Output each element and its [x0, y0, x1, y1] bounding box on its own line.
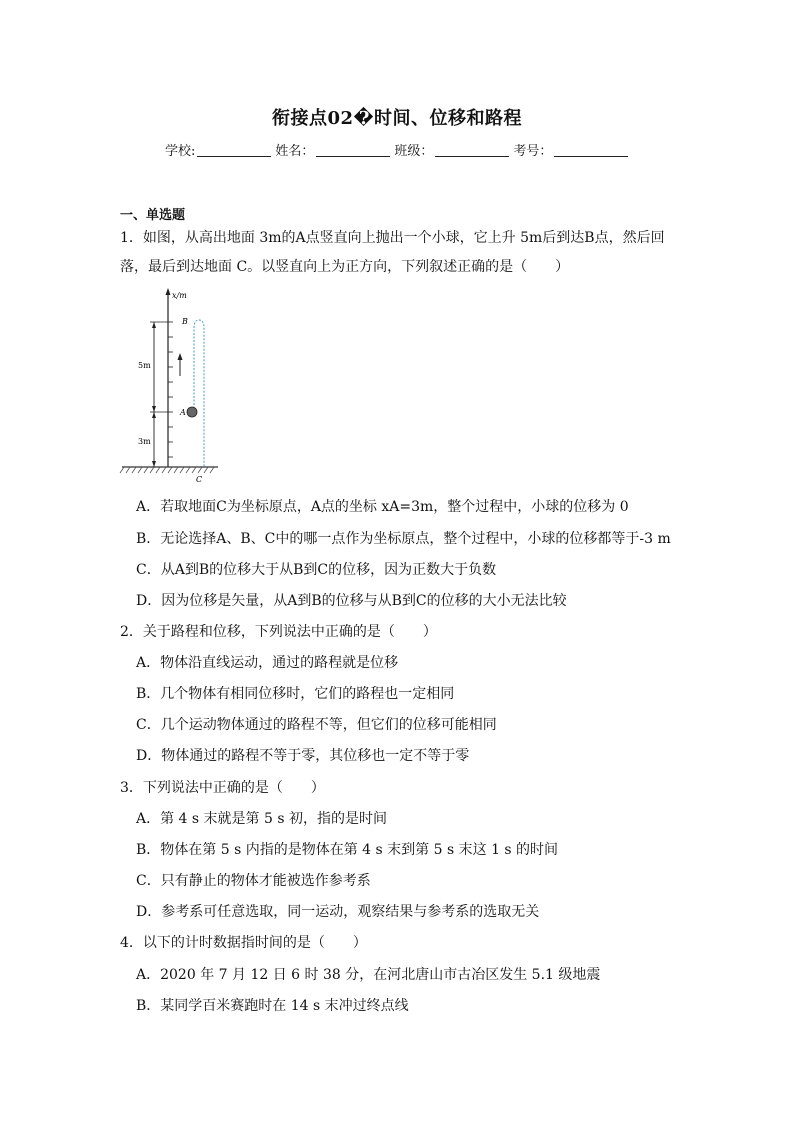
question-1-option-c[interactable]: C．从A到B的位移大于从B到C的位移，因为正数大于负数: [136, 562, 497, 578]
question-1-option-d[interactable]: D．因为位移是矢量，从A到B的位移与从B到C的位移的大小无法比较: [136, 593, 567, 609]
class-label: 班级：: [394, 144, 434, 159]
question-3-option-c[interactable]: C．只有静止的物体才能被选作参考系: [136, 873, 371, 889]
section-heading: 一、单选题: [120, 208, 186, 223]
question-4-option-b[interactable]: B．某同学百米赛跑时在 14 s 末冲过终点线: [136, 998, 409, 1014]
class-blank[interactable]: [435, 142, 509, 157]
number-blank[interactable]: [554, 142, 628, 157]
number-field: [513, 140, 628, 159]
question-1-option-a[interactable]: A．若取地面C为坐标原点，A点的坐标 xA=3m，整个过程中，小球的位移为 0: [136, 499, 629, 515]
question-2-option-c[interactable]: C．几个运动物体通过的路程不等，但它们的位移可能相同: [136, 717, 497, 733]
question-2-option-a[interactable]: A．物体沿直线运动，通过的路程就是位移: [136, 655, 399, 671]
page-title: 衔接点02�时间、位移和路程: [271, 108, 523, 129]
student-info-row: [165, 140, 632, 159]
question-2-option-b[interactable]: B．几个物体有相同位移时，它们的路程也一定相同: [136, 686, 455, 702]
school-blank[interactable]: [197, 142, 271, 157]
school-field: [165, 140, 271, 159]
question-2-stem: 2．关于路程和位移，下列说法中正确的是（ ）: [120, 624, 437, 640]
ball: [187, 407, 197, 417]
point-c-label: C: [196, 475, 203, 484]
point-a-label: A: [180, 408, 186, 417]
question-1-stem-line-2: 落，最后到达地面 C。以竖直向上为正方向，下列叙述正确的是（ ）: [120, 259, 570, 275]
question-1-option-b[interactable]: B．无论选择A、B、C中的哪一点作为坐标原点，整个过程中，小球的位移都等于-3 m: [136, 531, 671, 547]
class-field: [394, 140, 509, 159]
number-label: 考号：: [513, 144, 553, 159]
label-3m: 3m: [138, 437, 151, 446]
label-5m: 5m: [138, 361, 151, 370]
motion-diagram: [118, 286, 228, 486]
school-label: 学校:: [165, 144, 196, 159]
question-3-option-d[interactable]: D．参考系可任意选取，同一运动，观察结果与参考系的选取无关: [136, 904, 540, 920]
question-4-option-a[interactable]: A．2020 年 7 月 12 日 6 时 38 分，在河北唐山市古冶区发生 5.1 级地震: [136, 967, 601, 983]
name-field: [275, 140, 390, 159]
question-4-stem: 4．以下的计时数据指时间的是（ ）: [120, 935, 367, 951]
trajectory-path: [194, 320, 204, 467]
question-2-option-d[interactable]: D．物体通过的路程不等于零，其位移也一定不等于零: [136, 748, 470, 764]
question-3-stem: 3．下列说法中正确的是（ ）: [120, 780, 325, 796]
question-1-stem-line-1: 1．如图，从高出地面 3m的A点竖直向上抛出一个小球，它上升 5m后到达B点，然后回: [120, 230, 665, 246]
question-3-option-a[interactable]: A．第 4 s 末就是第 5 s 初，指的是时间: [136, 811, 387, 827]
name-blank[interactable]: [316, 142, 390, 157]
axis-label: x/m: [172, 291, 187, 300]
question-3-option-b[interactable]: B．物体在第 5 s 内指的是物体在第 4 s 末到第 5 s 末这 1 s 的时间: [136, 842, 559, 858]
point-b-label: B: [182, 317, 188, 326]
name-label: 姓名：: [275, 144, 315, 159]
